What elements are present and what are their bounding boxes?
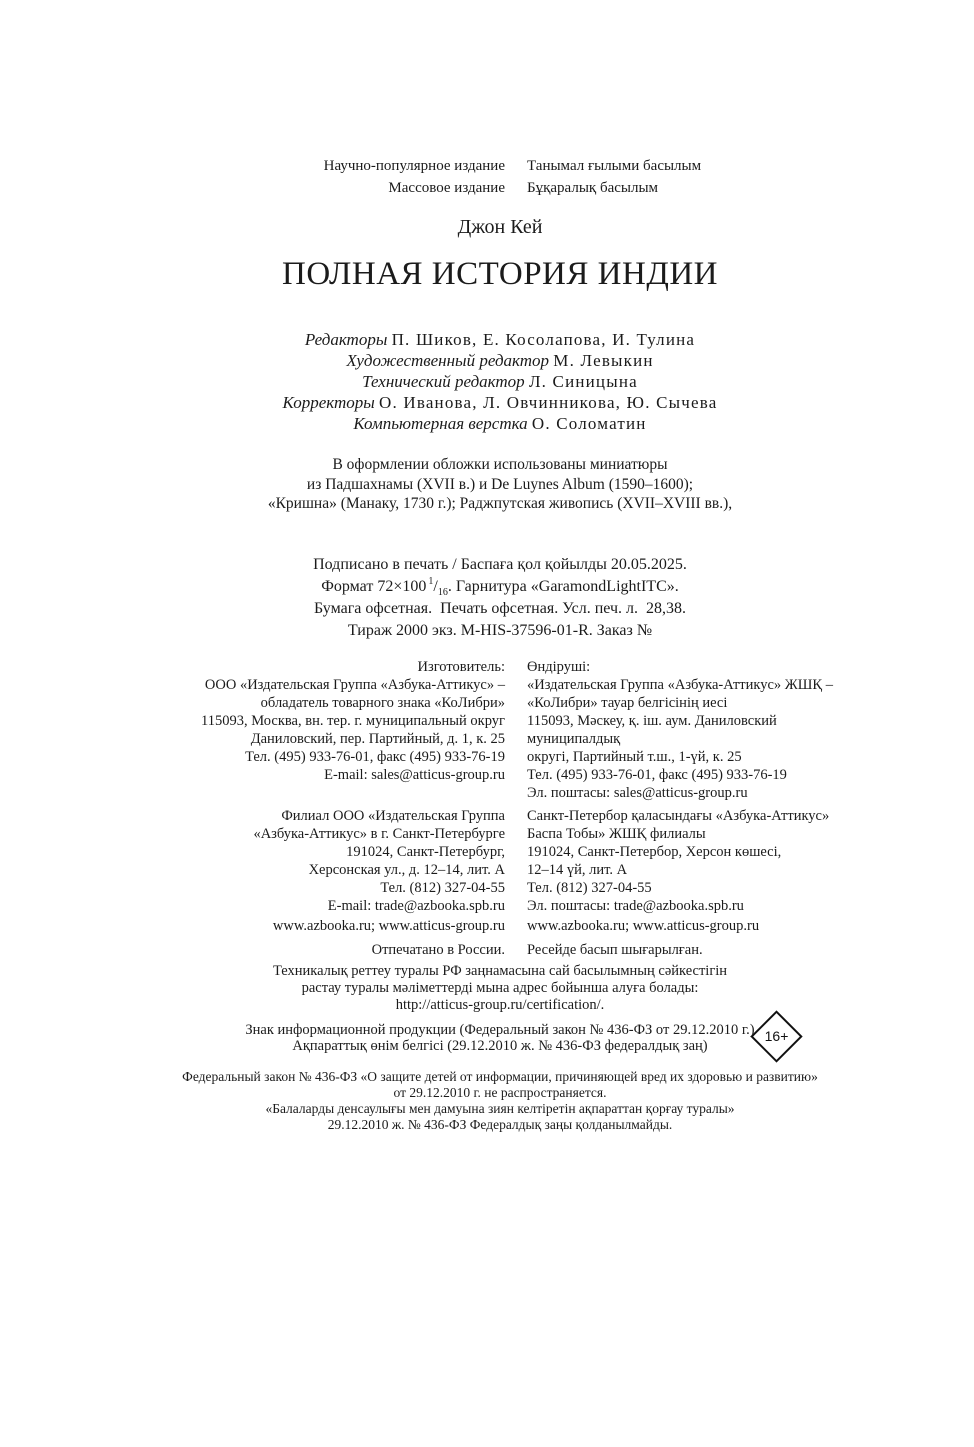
producer-ru bbox=[155, 658, 505, 802]
cover-note-line: из Падшахнамы (XVII в.) и De Luynes Album (1590–1600); bbox=[306, 475, 694, 493]
staff-line bbox=[155, 392, 845, 413]
producer-kk-line: Өндіруші: bbox=[527, 658, 591, 675]
age-rating-label: 16+ bbox=[764, 1027, 789, 1044]
branch-ru-line: «Азбука-Аттикус» в г. Санкт-Петербурге bbox=[253, 825, 505, 842]
edition-ru: Массовое издание bbox=[388, 180, 505, 196]
format-numerator: 1 bbox=[428, 576, 434, 588]
producer-kk-line: «Издательская Группа «Азбука-Аттикус» ЖШҚ – bbox=[527, 676, 833, 693]
producer-ru-line: E-mail: sales@atticus-group.ru bbox=[324, 766, 505, 783]
edition-kk: Танымал ғылыми басылым bbox=[527, 158, 702, 174]
branch-ru bbox=[155, 807, 505, 915]
book-title: ПОЛНАЯ ИСТОРИЯ ИНДИИ bbox=[281, 256, 718, 292]
branch-kk-line: Баспа Тобы» ЖШҚ филиалы bbox=[527, 825, 706, 842]
websites-row bbox=[155, 917, 845, 935]
age-mark-line: Знак информационной продукции (Федеральный закон № 436-ФЗ от 29.12.2010 г.) bbox=[245, 1021, 755, 1038]
staff-role: Художественный редактор bbox=[346, 351, 550, 370]
branch-ru-line: Тел. (812) 327-04-55 bbox=[380, 879, 505, 896]
staff-line bbox=[155, 350, 845, 371]
law-note-block bbox=[155, 1069, 845, 1133]
imprint-block bbox=[155, 554, 845, 642]
branch-kk bbox=[527, 807, 845, 915]
law-note-line: «Балаларды денсаулығы мен дамуына зиян келтіретін ақпараттан қорғау туралы» bbox=[265, 1100, 735, 1116]
staff-role: Редакторы bbox=[304, 330, 388, 349]
certification-line: http://atticus-group.ru/certification/. bbox=[395, 996, 605, 1013]
imprint-line-paper: Бумага офсетная. Печать офсетная. Усл. печ. л. 28,38. bbox=[314, 599, 686, 617]
branch-kk-line: 12–14 үй, лит. А bbox=[527, 861, 628, 878]
producer-ru-line: обладатель товарного знака «КоЛибри» bbox=[260, 694, 505, 711]
producer-ru-line: 115093, Москва, вн. тер. г. муниципальный округ bbox=[201, 712, 505, 729]
branch-ru-line: Филиал ООО «Издательская Группа bbox=[281, 807, 505, 824]
author-name: Джон Кей bbox=[457, 216, 543, 238]
edition-block bbox=[155, 155, 845, 199]
certification-block bbox=[155, 963, 845, 1014]
format-prefix: Формат 72×100 bbox=[321, 577, 427, 595]
law-note-line: 29.12.2010 ж. № 436-ФЗ Федералдық заңы қолданылмайды. bbox=[327, 1116, 673, 1132]
staff-names: О. Соломатин bbox=[531, 414, 647, 433]
staff-line bbox=[155, 329, 845, 350]
format-slash: / bbox=[433, 577, 438, 595]
printed-in-kk: Ресейде басып шығарылған. bbox=[527, 941, 703, 958]
law-note-line: от 29.12.2010 г. не распространяется. bbox=[393, 1084, 607, 1100]
edition-row bbox=[155, 155, 845, 177]
format-denominator: 16 bbox=[437, 586, 448, 598]
producer-kk-line: округі, Партийный т.ш., 1-үй, к. 25 bbox=[527, 748, 742, 765]
staff-names: О. Иванова, Л. Овчинникова, Ю. Сычева bbox=[379, 393, 718, 412]
edition-row bbox=[155, 177, 845, 199]
certification-line: растау туралы мәліметтерді мына адрес бойынша алуға болады: bbox=[301, 979, 699, 996]
age-mark-block bbox=[155, 1022, 845, 1055]
page-content bbox=[155, 0, 845, 1133]
printed-in-row bbox=[155, 941, 845, 959]
producer-ru-line: Тел. (495) 933-76-01, факс (495) 933-76-19 bbox=[245, 748, 505, 765]
producer-kk-line: Тел. (495) 933-76-01, факс (495) 933-76-19 bbox=[527, 766, 787, 783]
branch-kk-line: Санкт-Петербор қаласындағы «Азбука-Аттикус» bbox=[527, 807, 830, 824]
website-kk: www.azbooka.ru; www.atticus-group.ru bbox=[527, 917, 760, 934]
producer-kk bbox=[527, 658, 845, 802]
imprint-line-format bbox=[155, 576, 845, 598]
staff-line bbox=[155, 371, 845, 392]
law-note-line: Федеральный закон № 436-ФЗ «О защите детей от информации, причиняющей вред их здоровью и развитию» bbox=[182, 1068, 818, 1084]
producer-kk-line: 115093, Мәскеу, қ. іш. аум. Даниловский муниципалдық bbox=[527, 712, 777, 747]
staff-role: Технический редактор bbox=[362, 372, 525, 391]
branch-block bbox=[155, 807, 845, 915]
staff-line bbox=[155, 413, 845, 434]
certification-line: Техникалық реттеу туралы РФ заңнамасына сай басылымның сәйкестігін bbox=[272, 962, 728, 979]
producer-kk-line: Эл. поштасы: sales@atticus-group.ru bbox=[527, 784, 748, 801]
printed-in-ru: Отпечатано в России. bbox=[371, 941, 505, 958]
producer-ru-line: ООО «Издательская Группа «Азбука-Аттикус» – bbox=[204, 676, 505, 693]
staff-names: М. Левыкин bbox=[553, 351, 654, 370]
producer-block bbox=[155, 658, 845, 802]
cover-note-line: В оформлении обложки использованы миниатюры bbox=[332, 456, 668, 473]
branch-kk-line: Тел. (812) 327-04-55 bbox=[527, 879, 652, 896]
imprint-line-signed: Подписано в печать / Баспаға қол қойылды 20.05.2025. bbox=[313, 555, 687, 573]
edition-ru: Научно-популярное издание bbox=[323, 158, 505, 174]
branch-kk-line: Эл. поштасы: trade@azbooka.spb.ru bbox=[527, 897, 744, 914]
branch-ru-line: 191024, Санкт-Петербург, bbox=[346, 843, 505, 860]
producer-ru-line: Даниловский, пер. Партийный, д. 1, к. 25 bbox=[250, 730, 505, 747]
staff-names: П. Шиков, Е. Косолапова, И. Тулина bbox=[391, 330, 696, 349]
cover-note-block bbox=[155, 455, 845, 514]
age-mark-line: Ақпараттық өнім белгісі (29.12.2010 ж. № 436-ФЗ федералдық заң) bbox=[292, 1038, 708, 1054]
branch-ru-line: E-mail: trade@azbooka.spb.ru bbox=[327, 897, 505, 914]
staff-role: Компьютерная верстка bbox=[353, 414, 528, 433]
imprint-line-run: Тираж 2000 экз. M-HIS-37596-01-R. Заказ № bbox=[347, 621, 653, 639]
format-suffix: . Гарнитура «GaramondLightITC». bbox=[447, 577, 679, 595]
producer-ru-line: Изготовитель: bbox=[417, 658, 505, 675]
website-ru: www.azbooka.ru; www.atticus-group.ru bbox=[272, 917, 505, 934]
producer-kk-line: «КоЛибри» тауар белгісінің иесі bbox=[527, 694, 728, 711]
branch-ru-line: Херсонская ул., д. 12–14, лит. А bbox=[308, 861, 505, 878]
cover-note-line: «Кришна» (Манаку, 1730 г.); Раджпутская живопись (XVII–XVIII вв.), bbox=[267, 495, 733, 512]
staff-names: Л. Синицына bbox=[528, 372, 638, 391]
staff-block bbox=[155, 329, 845, 434]
edition-kk: Бұқаралық басылым bbox=[527, 180, 659, 196]
staff-role: Корректоры bbox=[282, 393, 375, 412]
branch-kk-line: 191024, Санкт-Петербор, Херсон көшесі, bbox=[527, 843, 782, 860]
